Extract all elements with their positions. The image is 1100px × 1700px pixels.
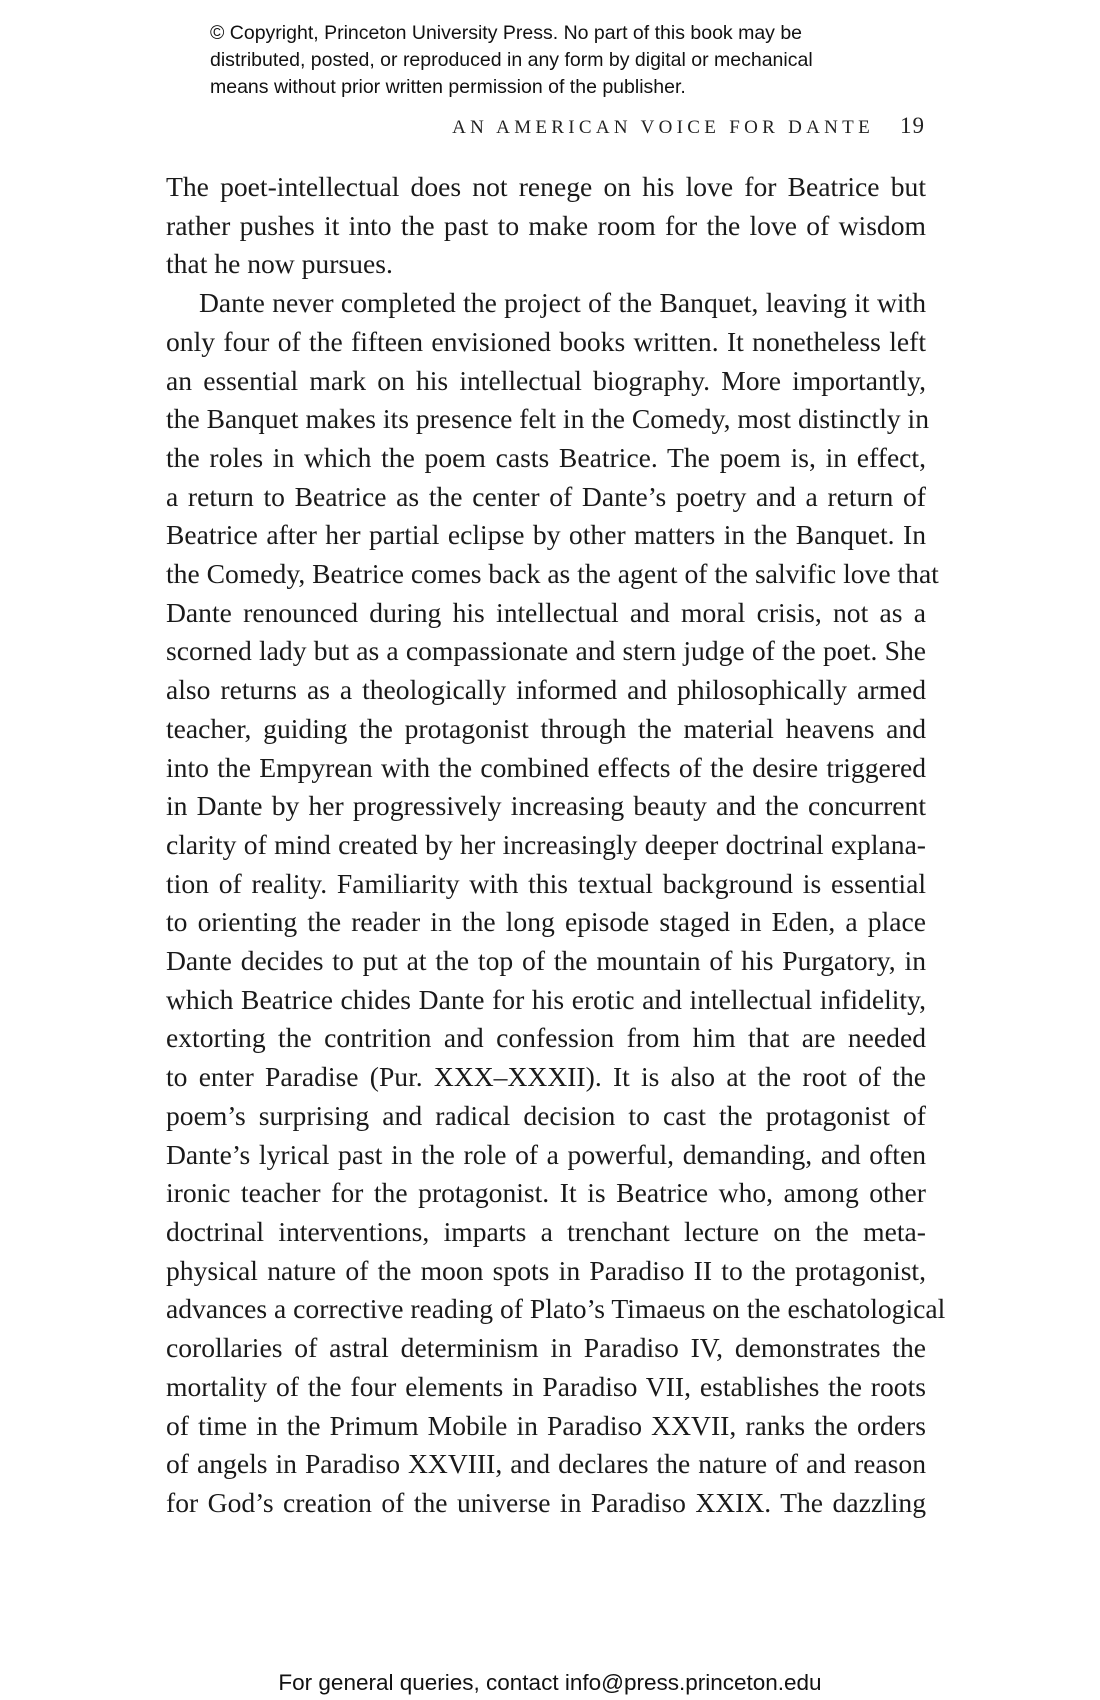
text-line: ironic teacher for the protagonist. It is Beatrice who, among other	[166, 1177, 926, 1209]
text-line: for God’s creation of the universe in Paradiso XXIX. The dazzling	[166, 1486, 926, 1518]
text-line: that he now pursues.	[166, 248, 393, 280]
text-line: advances a corrective reading of Plato’s Timaeus on the eschatological	[166, 1293, 946, 1325]
text-line: teacher, guiding the protagonist through the material heavens and	[166, 712, 926, 744]
text-line: also returns as a theologically informed and philosophically armed	[166, 674, 926, 706]
text-line: only four of the fifteen envisioned books written. It nonetheless left	[166, 325, 926, 357]
copyright-line: means without prior written permission of the publisher.	[210, 76, 686, 98]
text-line: Dante never completed the project of the Banquet, leaving it with	[199, 287, 926, 319]
text-line: scorned lady but as a compassionate and stern judge of the poet. She	[166, 635, 926, 667]
text-line: corollaries of astral determinism in Paradiso IV, demonstrates the	[166, 1332, 926, 1364]
page-number: 19	[900, 113, 925, 138]
running-head	[452, 113, 925, 139]
text-line: to enter Paradise (Pur. XXX–XXXII). It is also at the root of the	[166, 1061, 926, 1093]
text-line: rather pushes it into the past to make room for the love of wisdom	[166, 209, 926, 241]
text-line: extorting the contrition and confession from him that are needed	[166, 1022, 926, 1054]
text-line: into the Empyrean with the combined effects of the desire triggered	[166, 751, 926, 783]
text-line: in Dante by her progressively increasing beauty and the concurrent	[166, 790, 926, 822]
running-head-title: AN AMERICAN VOICE FOR DANTE	[452, 117, 874, 138]
text-line: tion of reality. Familiarity with this textual background is essential	[166, 867, 926, 899]
text-line: physical nature of the moon spots in Paradiso II to the protagonist,	[166, 1254, 926, 1286]
text-line: Dante decides to put at the top of the mountain of his Purgatory, in	[166, 945, 926, 977]
text-line: mortality of the four elements in Paradiso VII, establishes the roots	[166, 1370, 926, 1402]
text-line: of angels in Paradiso XXVIII, and declares the nature of and reason	[166, 1448, 926, 1480]
text-line: The poet-intellectual does not renege on his love for Beatrice but	[166, 171, 926, 202]
text-line: poem’s surprising and radical decision to cast the protagonist of	[166, 1099, 926, 1131]
text-line: doctrinal interventions, imparts a trenchant lecture on the meta-	[166, 1215, 926, 1247]
text-line: a return to Beatrice as the center of Dante’s poetry and a return of	[166, 480, 926, 512]
copyright-line: © Copyright, Princeton University Press. No part of this book may be	[210, 22, 803, 44]
text-line: Dante’s lyrical past in the role of a powerful, demanding, and often	[166, 1138, 926, 1170]
text-line: the Banquet makes its presence felt in the Comedy, most distinctly in	[166, 403, 930, 435]
text-line: the Comedy, Beatrice comes back as the agent of the salvific love that	[166, 558, 939, 590]
footer-contact: For general queries, contact info@press.princeton.edu	[278, 1670, 822, 1695]
copyright-notice	[210, 20, 930, 101]
text-line: Beatrice after her partial eclipse by other matters in the Banquet. In	[166, 519, 926, 551]
text-line: the roles in which the poem casts Beatrice. The poem is, in effect,	[166, 441, 926, 473]
body-text	[166, 168, 946, 1523]
text-line: Dante renounced during his intellectual and moral crisis, not as a	[166, 596, 926, 628]
text-line: of time in the Primum Mobile in Paradiso XXVII, ranks the orders	[166, 1409, 926, 1441]
text-line: an essential mark on his intellectual biography. More importantly,	[166, 364, 926, 396]
text-line: to orienting the reader in the long episode staged in Eden, a place	[166, 906, 926, 938]
text-line: which Beatrice chides Dante for his erotic and intellectual infidelity,	[166, 983, 926, 1015]
copyright-line: distributed, posted, or reproduced in any form by digital or mechanical	[210, 49, 813, 71]
text-line: clarity of mind created by her increasingly deeper doctrinal explana-	[166, 828, 926, 860]
